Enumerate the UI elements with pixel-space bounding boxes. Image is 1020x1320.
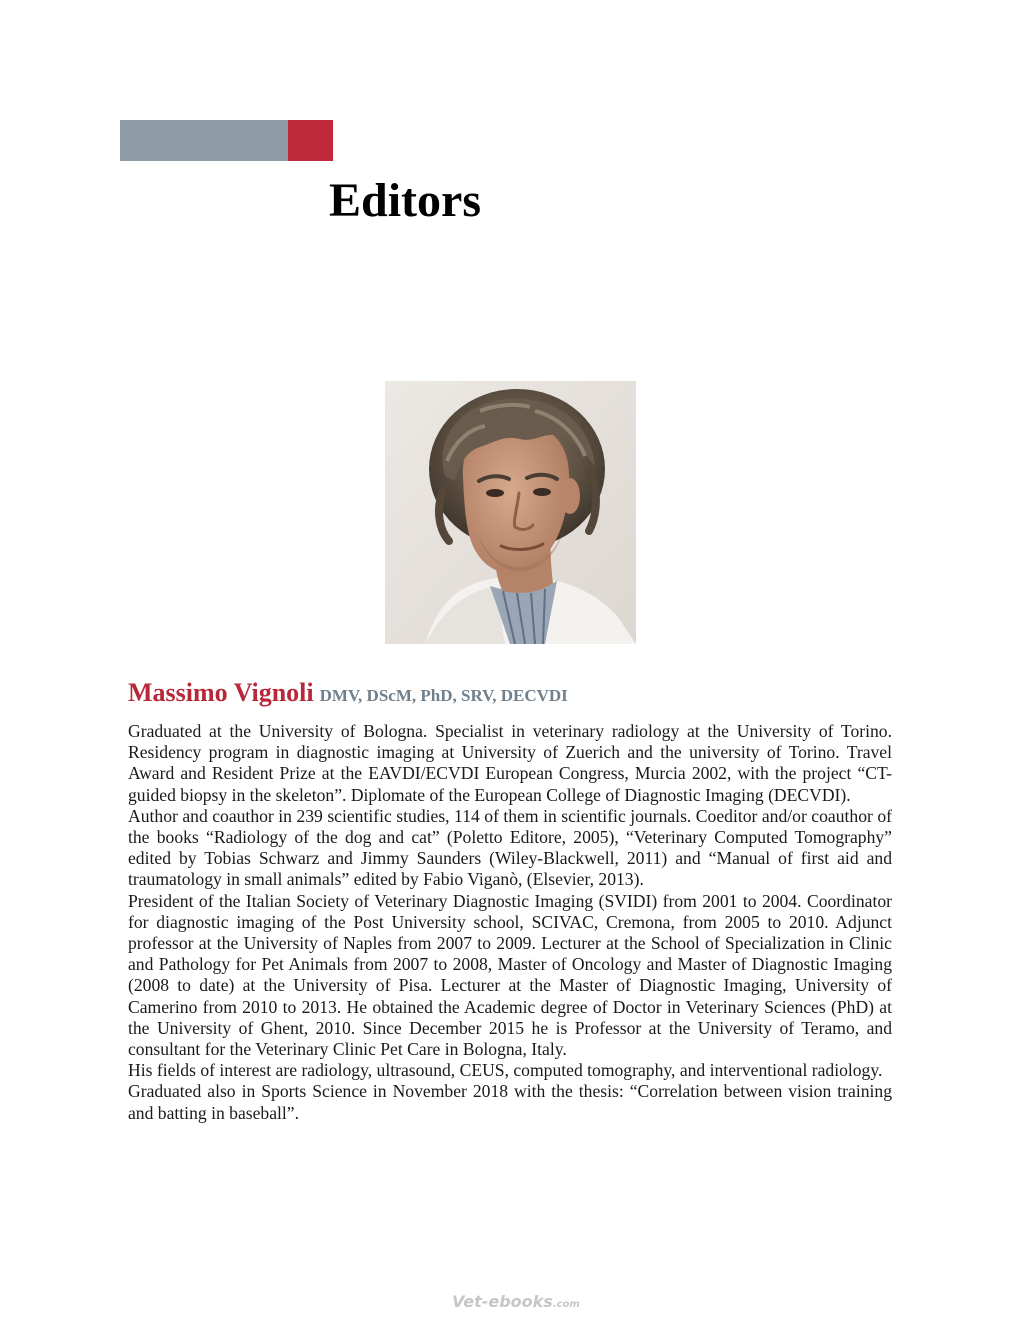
editor-portrait-photo-icon [385,381,636,644]
editor-degrees: DMV, DScM, PhD, SRV, DECVDI [319,686,568,705]
footer-watermark [452,1292,580,1316]
header-accent-grey [120,120,288,161]
bio-paragraph: President of the Italian Society of Veterinary Diagnostic Imaging (SVIDI) from 2001 to 2004. Coordinator for diagnostic imaging of the Post University school, SCIVAC, Cremona, from 2005 to 2010. Adjunct professor at the University of Naples from 2007 to 2009. Lecturer at the School of Specialization in Clinic and Pathology for Pet Animals from 2007 to 2008, Master of Oncology and Master of Diagnostic Imaging (2008 to date) at the University of Pisa. Lecturer at the Master of Diagnostic Imaging, University of Camerino from 2010 to 2013. He obtained the Academic degree of Doctor in Veterinary Sciences (PhD) at the University of Ghent, 2010. Since December 2015 he is Professor at the University of Teramo, and consultant for the Veterinary Clinic Pet Care in Bologna, Italy. [128,890,892,1060]
header-accent-bar [120,120,333,161]
bio-paragraph: Graduated at the University of Bologna. Specialist in veterinary radiology at the University of Torino. Residency program in diagnostic imaging at University of Zuerich and the university of Torino. Travel Award and Resident Prize at the EAVDI/ECVDI European Congress, Murcia 2002, with the project “CT-guided biopsy in the skeleton”. Diplomate of the European College of Diagnostic Imaging (DECVDI). [128,721,892,805]
editor-bio [128,721,892,1124]
header-accent-red [288,120,333,161]
editor-portrait [385,381,636,644]
watermark-tld: .com [552,1299,580,1310]
watermark-text: Vet-ebooks [452,1292,553,1311]
editor-name: Massimo Vignoli [128,678,314,707]
bio-paragraph: Graduated also in Sports Science in November 2018 with the thesis: “Correlation between vision training and batting in baseball”. [128,1081,892,1123]
bio-paragraph: Author and coauthor in 239 scientific studies, 114 of them in scientific journals. Coeditor and/or coauthor of the books “Radiology of the dog and cat” (Poletto Editore, 2005), “Veterinary Computed Tomography” edited by Tobias Schwarz and Jimmy Saunders (Wiley-Blackwell, 2011) and “Manual of first aid and traumatology in small animals” edited by Fabio Viganò, (Elsevier, 2013). [128,805,892,890]
bio-paragraph: His fields of interest are radiology, ultrasound, CEUS, computed tomography, and interventional radiology. [128,1060,883,1081]
page-title: Editors [329,174,482,227]
editor-heading [128,676,898,713]
